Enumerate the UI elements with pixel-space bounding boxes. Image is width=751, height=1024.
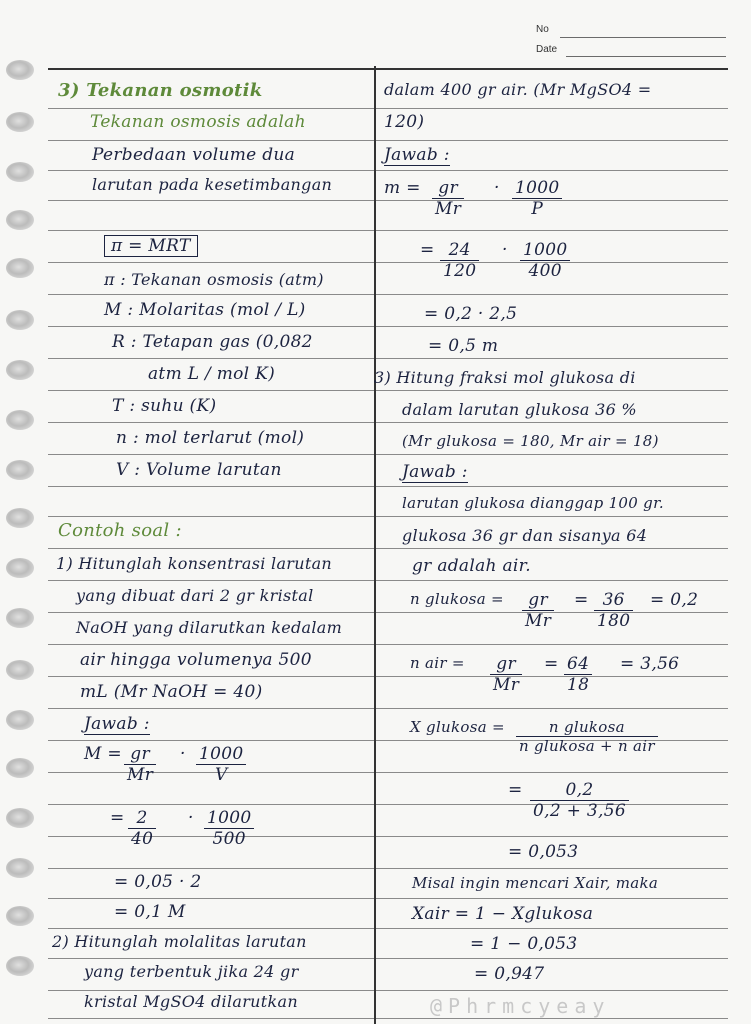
binder-hole xyxy=(6,162,34,182)
formula-1-lhs: M = xyxy=(84,744,122,764)
binder-hole xyxy=(6,112,34,132)
column-divider xyxy=(374,66,376,1024)
problem-1-line-2: yang dibuat dari 2 gr kristal xyxy=(76,586,314,605)
fraction-denominator: Mr xyxy=(493,675,520,695)
problem-2-line-5: 120) xyxy=(384,112,425,132)
rule-line xyxy=(48,108,728,109)
definition-line-2: Perbedaan volume dua xyxy=(92,145,296,165)
binder-hole xyxy=(6,410,34,430)
x-glucose-result: = 0,053 xyxy=(508,842,579,862)
binder-hole xyxy=(6,906,34,926)
binder-hole xyxy=(6,508,34,528)
problem-2-line-2: yang terbentuk jika 24 gr xyxy=(84,962,299,981)
date-line xyxy=(566,56,726,57)
osmotic-formula xyxy=(104,236,198,256)
definition-line-3: larutan pada kesetimbangan xyxy=(92,175,333,194)
rule-line xyxy=(48,580,728,581)
rule-line xyxy=(48,676,728,677)
binder-hole xyxy=(6,660,34,680)
m-definition: M : Molaritas (mol / L) xyxy=(104,300,306,320)
rule-line xyxy=(48,262,728,263)
fraction-numerator: 64 xyxy=(564,654,592,675)
problem-2-line-4: dalam 400 gr air. (Mr MgSO4 = xyxy=(384,80,652,99)
fraction-denominator: P xyxy=(531,199,544,219)
rule-line xyxy=(48,868,728,869)
fraction-numerator: 24 xyxy=(440,240,479,261)
formula-1-fraction-a xyxy=(124,744,156,785)
x-water-formula: Xair = 1 − Xglukosa xyxy=(412,904,594,924)
definition-line-1: Tekanan osmosis adalah xyxy=(90,112,306,132)
fraction-numerator: 0,2 xyxy=(530,780,629,801)
answer-label-1 xyxy=(84,714,150,734)
fraction-numerator: 1000 xyxy=(520,240,570,261)
formula-4-fraction-b xyxy=(520,240,570,281)
formula-4-fraction-a xyxy=(440,240,479,281)
assumption-line-2: glukosa 36 gr dan sisanya 64 xyxy=(402,526,648,545)
fraction-denominator: 500 xyxy=(212,829,246,849)
problem-2-line-3: kristal MgSO4 dilarutkan xyxy=(84,992,298,1011)
binder-hole xyxy=(6,956,34,976)
rule-line xyxy=(48,516,728,517)
calc-result-1: = 0,1 M xyxy=(114,902,186,922)
n-water-fraction-a xyxy=(490,654,522,695)
answer-label-text: Jawab : xyxy=(402,462,468,482)
no-line xyxy=(560,37,726,38)
rule-line xyxy=(48,486,728,487)
formula-2-dot: · xyxy=(188,808,194,828)
n-water-result: = 3,56 xyxy=(620,654,680,674)
n-glucose-fraction-a xyxy=(522,590,554,631)
fraction-denominator: 120 xyxy=(443,261,477,281)
rule-line xyxy=(48,422,728,423)
x-water-result: = 0,947 xyxy=(474,964,545,984)
binder-hole xyxy=(6,258,34,278)
v-definition: V : Volume larutan xyxy=(116,460,282,480)
fraction-numerator: gr xyxy=(124,744,156,765)
rule-line xyxy=(48,230,728,231)
fraction-numerator: gr xyxy=(432,178,464,199)
rule-line xyxy=(48,326,728,327)
x-water-step: = 1 − 0,053 xyxy=(470,934,578,954)
rule-line xyxy=(48,958,728,959)
calc-step-1: = 0,05 · 2 xyxy=(114,872,202,892)
formula-2-fraction-a xyxy=(128,808,156,849)
x-water-intro: Misal ingin mencari Xair, maka xyxy=(412,874,659,892)
formula-2-fraction-b xyxy=(204,808,254,849)
answer-label-3 xyxy=(402,462,468,482)
problem-1-line-5: mL (Mr NaOH = 40) xyxy=(80,682,263,702)
top-rule xyxy=(48,68,728,70)
rule-line xyxy=(48,294,728,295)
fraction-numerator: 2 xyxy=(128,808,156,829)
n-glucose-lhs: n glukosa = xyxy=(410,590,504,608)
rule-line xyxy=(48,454,728,455)
rule-line xyxy=(48,200,728,201)
problem-3-line-1: 3) Hitung fraksi mol glukosa di xyxy=(374,368,636,387)
fraction-numerator: 1000 xyxy=(204,808,254,829)
binder-hole xyxy=(6,310,34,330)
fraction-denominator: Mr xyxy=(435,199,462,219)
r-units: atm L / mol K) xyxy=(148,364,276,384)
problem-3-line-2: dalam larutan glukosa 36 % xyxy=(402,400,637,419)
n-glucose-eq: = xyxy=(574,590,589,610)
fraction-denominator: Mr xyxy=(525,611,552,631)
x-glucose-values-fraction xyxy=(530,780,629,821)
formula-1-dot: · xyxy=(180,744,186,764)
r-definition: R : Tetapan gas (0,082 xyxy=(112,332,313,352)
x-glucose-lhs: X glukosa = xyxy=(410,718,505,736)
example-heading: Contoh soal : xyxy=(58,520,182,541)
answer-label-text: Jawab : xyxy=(84,714,150,734)
formula-4-lhs: = xyxy=(420,240,435,260)
fraction-denominator: 40 xyxy=(131,829,154,849)
rule-line xyxy=(48,140,728,141)
n-glucose-fraction-b xyxy=(594,590,633,631)
fraction-denominator: 18 xyxy=(567,675,590,695)
rule-line xyxy=(48,358,728,359)
binder-hole xyxy=(6,858,34,878)
fraction-denominator: Mr xyxy=(127,765,154,785)
formula-2-lhs: = xyxy=(110,808,125,828)
rule-line xyxy=(48,1018,728,1019)
formula-3-lhs: m = xyxy=(384,178,421,198)
watermark-text: @Phrmcyeay xyxy=(430,994,611,1018)
rule-line xyxy=(48,708,728,709)
binder-hole xyxy=(6,460,34,480)
formula-1-fraction-b xyxy=(196,744,246,785)
problem-3-line-3: (Mr glukosa = 180, Mr air = 18) xyxy=(402,432,659,450)
formula-3-fraction-b xyxy=(512,178,562,219)
formula-box: π = MRT xyxy=(104,235,198,257)
fraction-numerator: gr xyxy=(522,590,554,611)
t-definition: T : suhu (K) xyxy=(112,396,217,416)
calc-result-2: = 0,5 m xyxy=(428,336,499,356)
fraction-denominator: n glukosa + n air xyxy=(519,737,655,755)
n-water-lhs: n air = xyxy=(410,654,465,672)
formula-3-fraction-a xyxy=(432,178,464,219)
no-label: No xyxy=(536,24,549,35)
rule-line xyxy=(48,928,728,929)
problem-1-line-3: NaOH yang dilarutkan kedalam xyxy=(76,618,343,637)
problem-1-line-1: 1) Hitunglah konsentrasi larutan xyxy=(56,554,333,573)
calc-step-2: = 0,2 · 2,5 xyxy=(424,304,518,324)
fraction-numerator: 36 xyxy=(594,590,633,611)
fraction-denominator: V xyxy=(214,765,228,785)
binder-hole xyxy=(6,360,34,380)
assumption-line-3: gr adalah air. xyxy=(412,556,531,576)
n-water-fraction-b xyxy=(564,654,592,695)
problem-1-line-4: air hingga volumenya 500 xyxy=(80,650,312,670)
problem-2-line-1: 2) Hitunglah molalitas larutan xyxy=(52,932,307,951)
x-glucose-eq: = xyxy=(508,780,523,800)
rule-line xyxy=(48,898,728,899)
rule-line xyxy=(48,170,728,171)
formula-3-dot: · xyxy=(494,178,500,198)
formula-4-dot: · xyxy=(502,240,508,260)
date-label: Date xyxy=(536,44,558,55)
fraction-numerator: 1000 xyxy=(196,744,246,765)
answer-label-text: Jawab : xyxy=(384,145,450,165)
fraction-numerator: 1000 xyxy=(512,178,562,199)
binder-hole xyxy=(6,710,34,730)
binder-hole xyxy=(6,210,34,230)
rule-line xyxy=(48,990,728,991)
answer-label-2 xyxy=(384,145,450,165)
binder-hole xyxy=(6,558,34,578)
section-3-title: 3) Tekanan osmotik xyxy=(58,80,263,101)
pi-definition: π : Tekanan osmosis (atm) xyxy=(104,270,324,289)
fraction-denominator: 400 xyxy=(528,261,562,281)
rule-line xyxy=(48,548,728,549)
n-glucose-result: = 0,2 xyxy=(650,590,699,610)
binder-hole xyxy=(6,758,34,778)
fraction-numerator: gr xyxy=(490,654,522,675)
assumption-line-1: larutan glukosa dianggap 100 gr. xyxy=(402,494,664,512)
n-water-eq: = xyxy=(544,654,559,674)
x-glucose-fraction xyxy=(516,718,658,755)
binder-hole xyxy=(6,60,34,80)
binder-hole xyxy=(6,808,34,828)
fraction-denominator: 180 xyxy=(597,611,631,631)
fraction-numerator: n glukosa xyxy=(516,718,658,737)
rule-line xyxy=(48,390,728,391)
fraction-denominator: 0,2 + 3,56 xyxy=(533,801,626,821)
n-definition: n : mol terlarut (mol) xyxy=(116,428,305,448)
rule-line xyxy=(48,644,728,645)
binder-hole xyxy=(6,608,34,628)
